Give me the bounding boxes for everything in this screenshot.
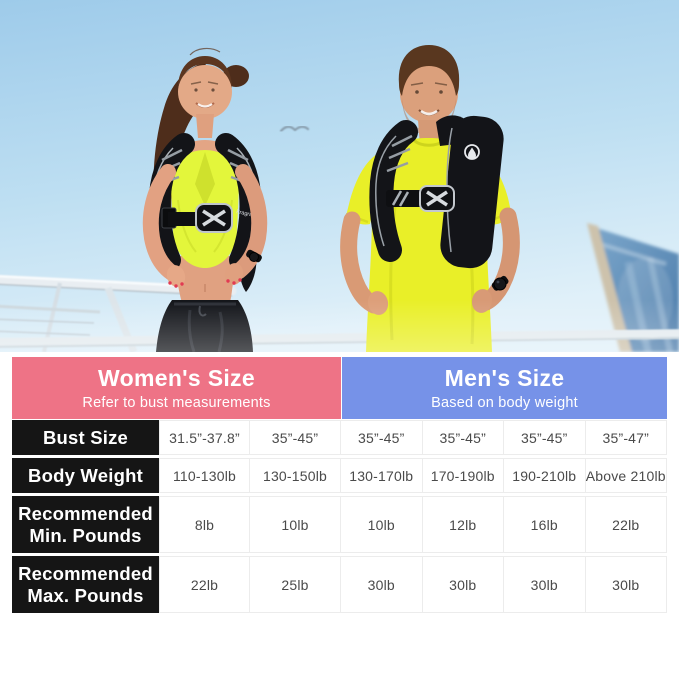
table-cell: 110-130lb <box>159 458 250 493</box>
table-cell: 35”-45” <box>250 420 341 455</box>
table-cell: 31.5”-37.8” <box>159 420 250 455</box>
table-cell: 170-190lb <box>423 458 505 493</box>
table-cell: 8lb <box>159 496 250 553</box>
womens-size-title: Women's Size <box>98 365 255 391</box>
table-cell: 130-150lb <box>250 458 341 493</box>
woman-head <box>178 65 232 119</box>
sizing-chart <box>12 357 667 613</box>
row-label: Recommended Min. Pounds <box>12 496 159 553</box>
table-cell: 30lb <box>586 556 668 613</box>
table-cell: 22lb <box>586 496 668 553</box>
row-label: Bust Size <box>12 420 159 455</box>
mens-size-subtitle: Based on body weight <box>431 395 578 411</box>
mens-size-title: Men's Size <box>444 365 565 391</box>
table-cell: 25lb <box>250 556 341 613</box>
table-cell: 10lb <box>250 496 341 553</box>
table-cell: 12lb <box>423 496 505 553</box>
table-cell: 190-210lb <box>504 458 586 493</box>
row-label: Recommended Max. Pounds <box>12 556 159 613</box>
table-cell: 16lb <box>504 496 586 553</box>
row-label: Body Weight <box>12 458 159 493</box>
table-cell: 30lb <box>504 556 586 613</box>
table-cell: 130-170lb <box>341 458 423 493</box>
womens-size-subtitle: Refer to bust measurements <box>82 395 271 411</box>
table-cell: 10lb <box>341 496 423 553</box>
size-group-headers <box>12 357 667 419</box>
table-cell: 35”-45” <box>504 420 586 455</box>
bottom-haze <box>0 300 679 352</box>
table-cell: 35”-47” <box>586 420 668 455</box>
table-cell: 35”-45” <box>341 420 423 455</box>
table-cell: 35”-45” <box>423 420 505 455</box>
womens-size-header <box>12 357 341 419</box>
table-cell: 30lb <box>423 556 505 613</box>
size-table <box>12 420 667 613</box>
table-cell: 22lb <box>159 556 250 613</box>
woman-neck <box>196 114 214 138</box>
table-cell: 30lb <box>341 556 423 613</box>
brand-logo-text: Fragrain <box>235 209 257 220</box>
table-cell: Above 210lb <box>586 458 668 493</box>
man-weighted-vest <box>376 114 506 271</box>
mens-size-header <box>342 357 667 419</box>
